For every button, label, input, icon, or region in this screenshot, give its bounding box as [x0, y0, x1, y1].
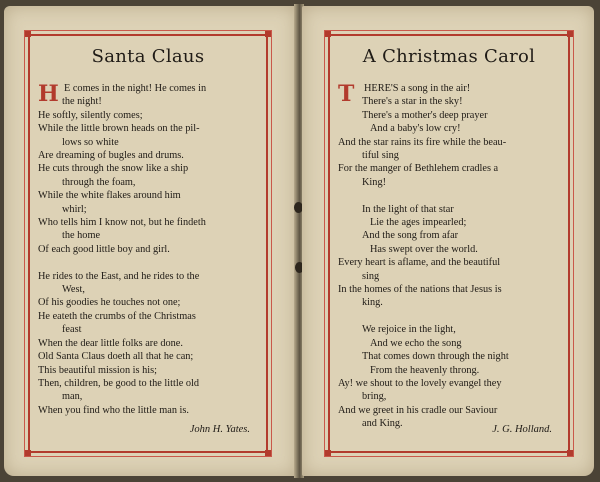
poem-line: And we echo the song — [370, 337, 462, 349]
poem-line: King! — [362, 176, 387, 188]
poem-line: This beautiful mission is his; — [38, 364, 157, 376]
poem-line: He softly, silently comes; — [38, 109, 143, 121]
poem-line: He rides to the East, and he rides to the — [38, 270, 200, 282]
drop-cap: T — [338, 81, 355, 107]
poem-line: He cuts through the snow like a ship — [38, 163, 189, 175]
poem-line: Who tells him I know not, but he findeth — [38, 217, 206, 229]
poem-line: Are dreaming of bugles and drums. — [38, 150, 184, 162]
author-signature: John H. Yates. — [189, 424, 250, 435]
poem-line: For the manger of Bethlehem cradles a — [338, 163, 499, 175]
poem-line: the home — [62, 230, 101, 242]
right-page-border — [328, 34, 570, 453]
poem-line: feast — [62, 324, 82, 336]
author-signature: J. G. Holland. — [492, 424, 552, 435]
poem-line: In the light of that star — [362, 203, 454, 215]
poem-line: And the star rains its fire while the beau- — [338, 136, 507, 148]
poem-title-santa-claus: Santa Claus — [91, 46, 205, 67]
poem-line: lows so white — [62, 136, 119, 148]
poem-line: West, — [62, 284, 85, 296]
drop-cap: H — [38, 81, 59, 107]
right-page — [302, 6, 594, 476]
poem-line: bring, — [362, 391, 387, 403]
left-page-border — [28, 34, 268, 453]
poem-line: In the homes of the nations that Jesus is — [338, 284, 502, 296]
poem-line: king. — [362, 297, 383, 309]
poem-line: the night! — [62, 96, 102, 108]
poem-line: through the foam, — [62, 176, 136, 188]
poem-line: and King. — [362, 418, 403, 430]
poem-line: Ay! we shout to the lovely evangel they — [338, 377, 502, 389]
poem-line: While the little brown heads on the pil- — [38, 123, 200, 135]
poem-line: HERE'S a song in the air! — [364, 83, 471, 94]
poem-line: E comes in the night! He comes in — [64, 83, 207, 94]
poem-line: And the song from afar — [362, 230, 459, 242]
stanza-break — [38, 256, 260, 269]
poem-line: whirl; — [62, 203, 87, 215]
poem-line: Of each good little boy and girl. — [38, 243, 170, 255]
poem-line: Has swept over the world. — [370, 243, 478, 255]
poem-line: Of his goodies he touches not one; — [38, 297, 181, 309]
poem-line: And we greet in his cradle our Saviour — [338, 404, 498, 416]
poem-line: man, — [62, 391, 83, 403]
poem-line: We rejoice in the light, — [362, 324, 456, 336]
poem-title-christmas-carol: A Christmas Carol — [362, 46, 536, 67]
poem-line: While the white flakes around him — [38, 190, 181, 202]
poem-line: There's a mother's deep prayer — [362, 109, 488, 121]
stanza-break — [338, 189, 562, 202]
poem-line: Lie the ages impearled; — [370, 217, 467, 229]
poem-line: That comes down through the night — [362, 351, 509, 363]
poem-line: From the heavenly throng. — [370, 364, 480, 376]
poem-body-santa-claus — [38, 82, 260, 417]
poem-line: He eateth the crumbs of the Christmas — [38, 310, 196, 322]
poem-line: sing — [362, 270, 380, 282]
stanza-break — [338, 310, 562, 323]
poem-line: Then, children, be good to the little old — [38, 377, 199, 389]
left-page — [4, 6, 296, 476]
poem-line: When the dear little folks are done. — [38, 337, 183, 349]
poem-line: Old Santa Claus doeth all that he can; — [38, 351, 194, 363]
poem-line: Every heart is aflame, and the beautiful — [338, 257, 501, 269]
poem-body-christmas-carol — [338, 82, 562, 431]
poem-line: tiful sing — [362, 150, 399, 162]
poem-line: And a baby's low cry! — [370, 123, 461, 135]
poem-line: There's a star in the sky! — [362, 96, 463, 108]
poem-line: When you find who the little man is. — [38, 404, 189, 416]
